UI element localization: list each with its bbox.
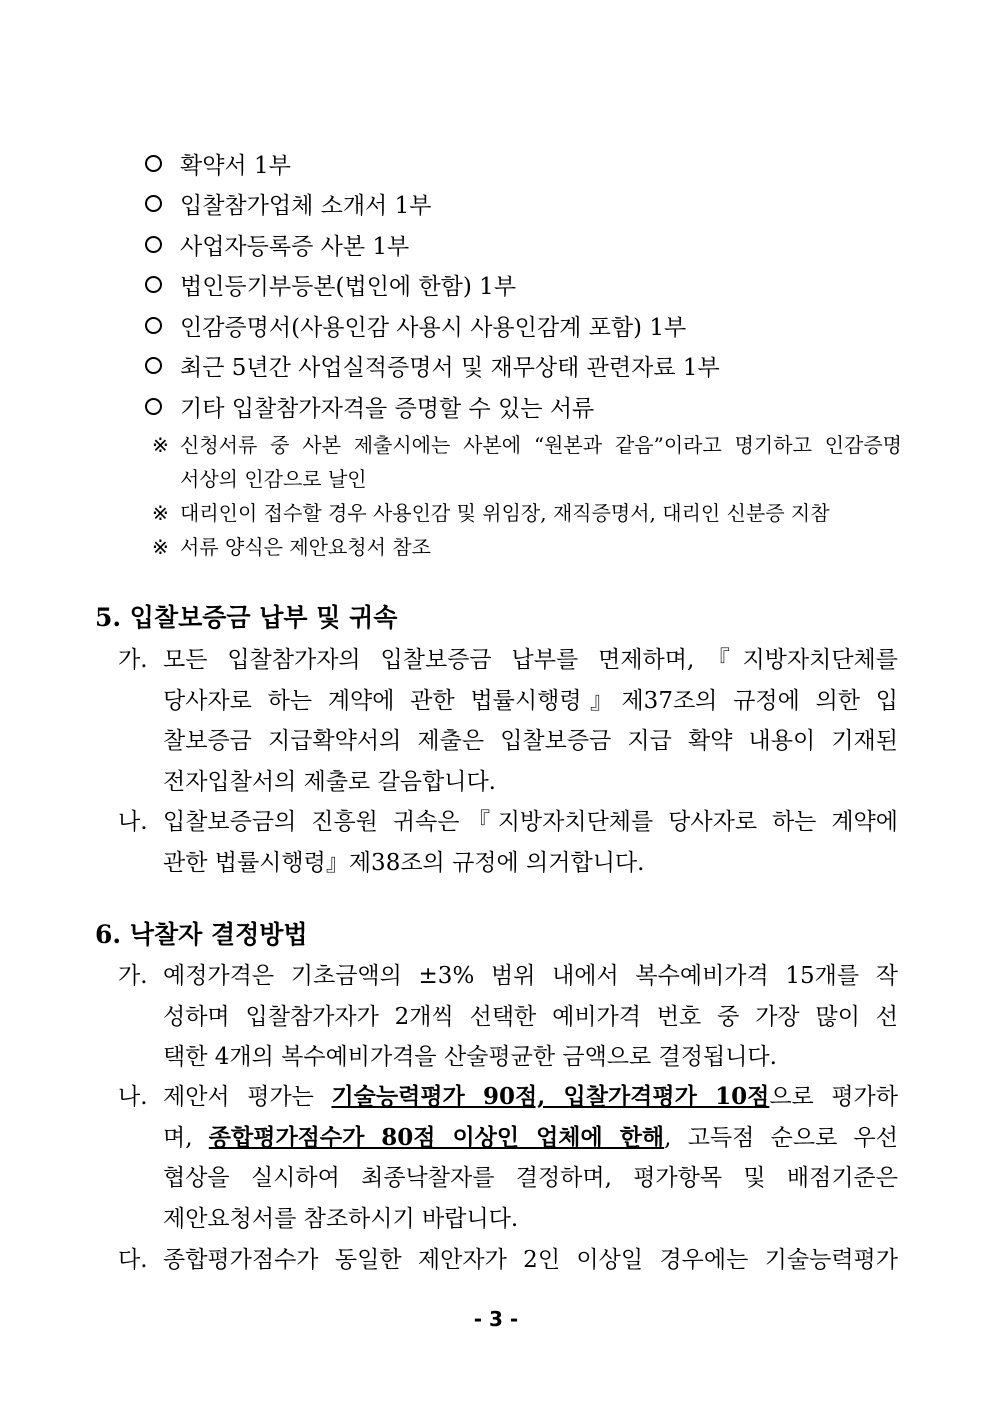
list-item: 확약서 1부 <box>142 143 922 184</box>
circle-bullet-icon <box>145 317 162 334</box>
list-item: 사업자등록증 사본 1부 <box>142 224 922 265</box>
circle-bullet-icon <box>145 398 162 415</box>
reference-mark-icon: ※ <box>152 501 169 525</box>
section-6-item-ga: 가. 예정가격은 기초금액의 ±3% 범위 내에서 복수예비가격 15개를 작 성하며 입찰참가자가 2개씩 선택한 예비가격 번호 중 가장 많이 선 택한 4개의 복수예비가격을 산술평균한 금액으로 결정됩니다. <box>118 956 898 1078</box>
note-item: ※ 대리인이 접수할 경우 사용인감 및 위임장, 재직증명서, 대리인 신분증 지참 <box>152 496 902 530</box>
emphasis-underline: 종합평가점수가 80점 이상인 업체에 한해 <box>208 1123 665 1151</box>
circle-bullet-icon <box>145 195 162 212</box>
note-item: ※ 서류 양식은 제안요청서 참조 <box>152 530 902 564</box>
item-label: 다. <box>118 1247 148 1273</box>
section-5-item-na: 나. 입찰보증금의 진흥원 귀속은『지방자치단체를 당사자로 하는 계약에 관한 법률시행령』제38조의 규정에 의거합니다. <box>118 802 898 883</box>
note-item: ※ 신청서류 중 사본 제출시에는 사본에 “원본과 같음”이라고 명기하고 인감증명 서상의 인감으로 날인 <box>152 428 902 496</box>
emphasis-underline: 기술능력평가 90점, 입찰가격평가 10점 <box>331 1083 770 1110</box>
notes-block <box>152 428 902 564</box>
item-label: 나. <box>118 809 148 835</box>
page-number: - 3 - <box>473 1307 519 1331</box>
circle-bullet-icon <box>145 155 162 172</box>
reference-mark-icon: ※ <box>152 433 169 457</box>
required-documents-list <box>142 143 922 427</box>
list-item: 법인등기부등본(법인에 한함) 1부 <box>142 265 922 306</box>
circle-bullet-icon <box>145 276 162 293</box>
section-6-heading: 6. 낙찰자 결정방법 <box>95 920 308 949</box>
list-item: 인감증명서(사용인감 사용시 사용인감계 포함) 1부 <box>142 305 922 346</box>
item-label: 가. <box>118 963 148 989</box>
section-5-item-ga: 가. 모든 입찰참가자의 입찰보증금 납부를 면제하며,『지방자치단체를 당사자로 하는 계약에 관한 법률시행령』제37조의 규정에 의한 입 찰보증금 지급확약서의 제출은 입찰보증금 지급 확약 내용이 기재된 전자입찰서의 제출로 갈음합니다. <box>118 640 898 802</box>
list-item: 기타 입찰참가자격을 증명할 수 있는 서류 <box>142 386 922 427</box>
list-item: 최근 5년간 사업실적증명서 및 재무상태 관련자료 1부 <box>142 346 922 387</box>
section-5-heading: 5. 입찰보증금 납부 및 귀속 <box>95 603 398 632</box>
list-item: 입찰참가업체 소개서 1부 <box>142 184 922 225</box>
circle-bullet-icon <box>145 236 162 253</box>
item-label: 가. <box>118 647 148 673</box>
item-label: 나. <box>118 1084 148 1110</box>
circle-bullet-icon <box>145 357 162 374</box>
section-6-item-na: 나. 제안서 평가는 기술능력평가 90점, 입찰가격평가 10점으로 평가하 며, 종합평가점수가 80점 이상인 업체에 한해, 고득점 순으로 우선 협상을 실시하여 최종낙찰자를 결정하며, 평가항목 및 배점기준은 제안요청서를 참조하시기 바랍니다. <box>118 1077 898 1239</box>
section-6-item-da: 다. 종합평가점수가 동일한 제안자가 2인 이상일 경우에는 기술능력평가 <box>118 1240 898 1281</box>
reference-mark-icon: ※ <box>152 535 169 559</box>
